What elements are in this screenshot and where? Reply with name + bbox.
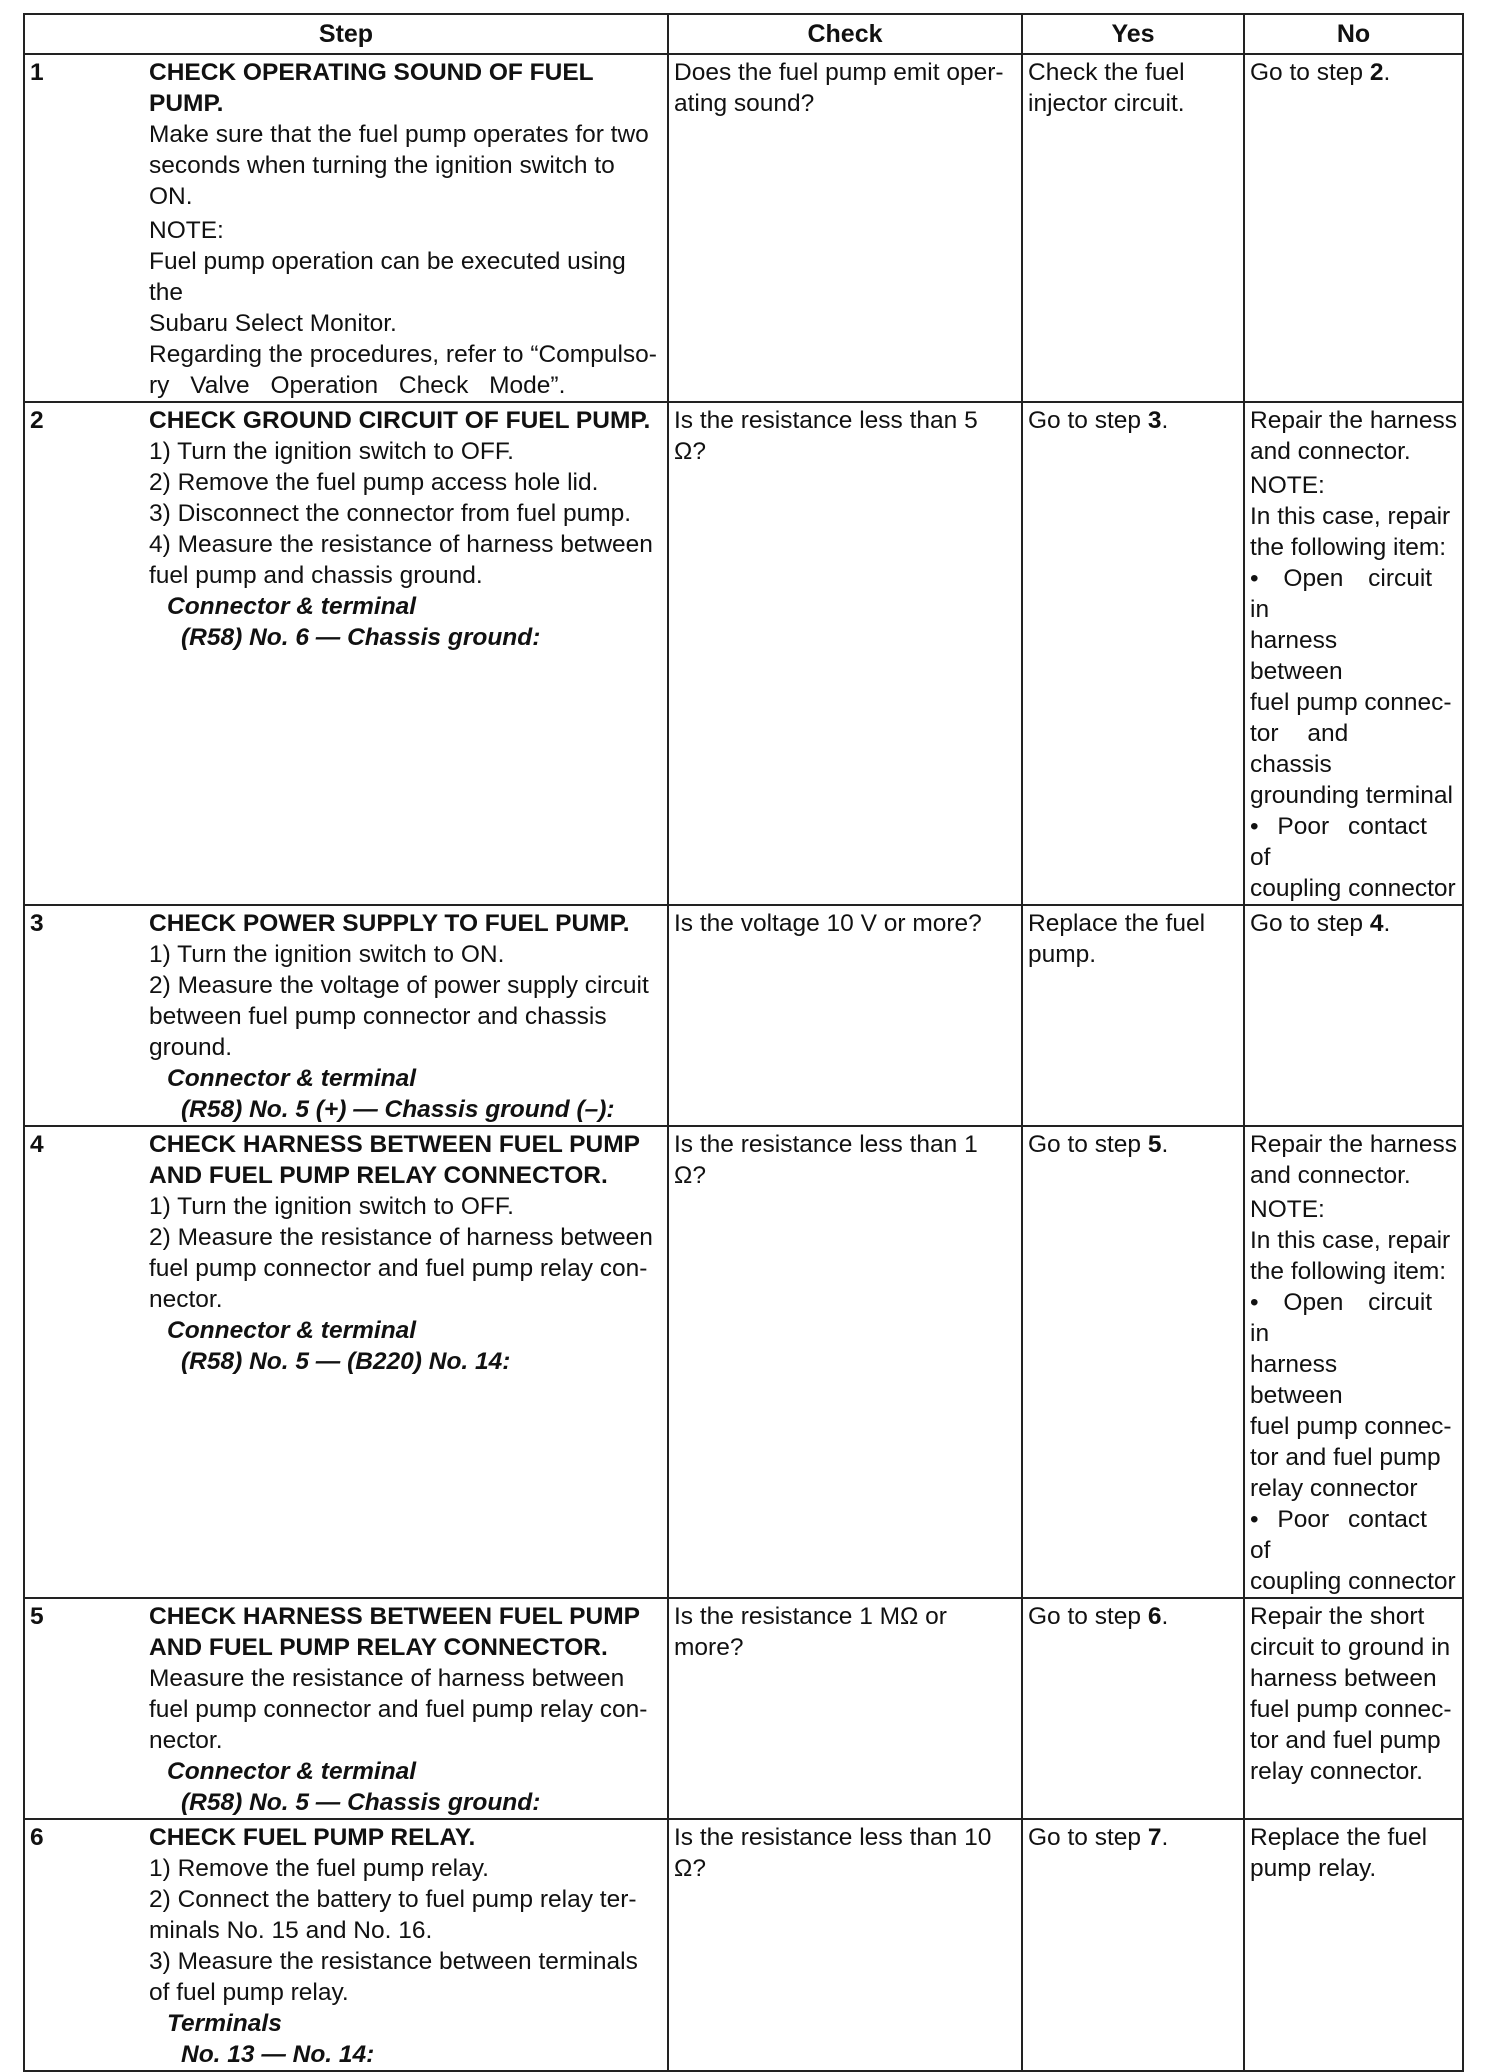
- no-cell: Replace the fuel pump relay.: [1244, 1819, 1463, 2071]
- procedure-line: seconds when turning the ignition switch to ON.: [149, 152, 615, 210]
- table-row: [24, 1598, 1463, 1819]
- procedure-line: of fuel pump relay.: [149, 1979, 349, 2006]
- procedure-line: nector.: [149, 1727, 223, 1754]
- connector-terminal: (R58) No. 5 — Chassis ground:: [181, 1789, 541, 1816]
- connector-label: Connector & terminal: [167, 593, 417, 620]
- check-cell: Is the resistance less than 10 Ω?: [668, 1819, 1022, 2071]
- procedure-line: 2) Measure the voltage of power supply circuit: [149, 972, 649, 999]
- yes-cell: Go to step 3.: [1022, 402, 1244, 905]
- step-number: 2: [24, 402, 144, 905]
- step-title: PUMP.: [149, 90, 224, 117]
- no-cell: Go to step 2.: [1244, 54, 1463, 402]
- procedure-line: minals No. 15 and No. 16.: [149, 1917, 433, 1944]
- procedure-line: 1) Turn the ignition switch to OFF.: [149, 438, 514, 465]
- step-number: 4: [24, 1126, 144, 1598]
- step-number: 5: [24, 1598, 144, 1819]
- step-number: 6: [24, 1819, 144, 2071]
- step-title: AND FUEL PUMP RELAY CONNECTOR.: [149, 1634, 608, 1661]
- step-number: 1: [24, 54, 144, 402]
- table-row: [24, 1819, 1463, 2071]
- procedure-line: Measure the resistance of harness between: [149, 1665, 625, 1692]
- header-step: Step: [24, 14, 668, 54]
- connector-terminal: (R58) No. 5 — (B220) No. 14:: [181, 1348, 511, 1375]
- connector-label: Connector & terminal: [167, 1758, 417, 1785]
- connector-terminal: No. 13 — No. 14:: [181, 2041, 375, 2068]
- check-cell: Is the voltage 10 V or more?: [668, 905, 1022, 1126]
- check-cell: Does the fuel pump emit oper- ating sound?: [668, 54, 1022, 402]
- yes-cell: Replace the fuel pump.: [1022, 905, 1244, 1126]
- procedure-line: 3) Measure the resistance between terminals: [149, 1948, 638, 1975]
- step-procedure: [144, 1819, 668, 2071]
- connector-label: Terminals: [167, 2010, 282, 2037]
- procedure-line: fuel pump connector and fuel pump relay con-: [149, 1255, 648, 1282]
- procedure-line: ground.: [149, 1034, 233, 1061]
- procedure-line: 2) Connect the battery to fuel pump relay ter-: [149, 1886, 637, 1913]
- connector-terminal: (R58) No. 6 — Chassis ground:: [181, 624, 541, 651]
- note-line: Regarding the procedures, refer to “Compulso-: [149, 341, 657, 368]
- yes-cell: Check the fuel injector circuit.: [1022, 54, 1244, 402]
- no-cell: Go to step 4.: [1244, 905, 1463, 1126]
- procedure-line: between fuel pump connector and chassis: [149, 1003, 607, 1030]
- procedure-line: 3) Disconnect the connector from fuel pump.: [149, 500, 632, 527]
- procedure-line: 4) Measure the resistance of harness between: [149, 531, 653, 558]
- no-cell: Repair the harness and connector. NOTE: In this case, repair the following item: • Open circuit in harness between fuel pump connec- tor and chassis grounding terminal • Poor contact of coupling connector: [1244, 402, 1463, 905]
- step-number: 3: [24, 905, 144, 1126]
- yes-cell: Go to step 7.: [1022, 1819, 1244, 2071]
- yes-cell: Go to step 5.: [1022, 1126, 1244, 1598]
- header-yes: Yes: [1022, 14, 1244, 54]
- check-cell: Is the resistance 1 MΩ or more?: [668, 1598, 1022, 1819]
- step-title: CHECK POWER SUPPLY TO FUEL PUMP.: [149, 910, 630, 937]
- table-row: [24, 402, 1463, 905]
- step-procedure: [144, 1126, 668, 1598]
- step-title: CHECK FUEL PUMP RELAY.: [149, 1824, 476, 1851]
- step-title: AND FUEL PUMP RELAY CONNECTOR.: [149, 1162, 608, 1189]
- no-cell: Repair the short circuit to ground in harness between fuel pump connec- tor and fuel pump relay connector.: [1244, 1598, 1463, 1819]
- note-line: ry Valve Operation Check Mode”.: [149, 372, 566, 399]
- header-check: Check: [668, 14, 1022, 54]
- procedure-line: fuel pump connector and fuel pump relay con-: [149, 1696, 648, 1723]
- procedure-line: 1) Remove the fuel pump relay.: [149, 1855, 489, 1882]
- header-no: No: [1244, 14, 1463, 54]
- connector-label: Connector & terminal: [167, 1317, 417, 1344]
- step-procedure: [144, 402, 668, 905]
- step-title: CHECK GROUND CIRCUIT OF FUEL PUMP.: [149, 407, 651, 434]
- connector-label: Connector & terminal: [167, 1065, 417, 1092]
- check-cell: Is the resistance less than 5 Ω?: [668, 402, 1022, 905]
- connector-terminal: (R58) No. 5 (+) — Chassis ground (–):: [181, 1096, 615, 1123]
- note-line: Fuel pump operation can be executed using the: [149, 248, 626, 306]
- procedure-line: Make sure that the fuel pump operates for two: [149, 121, 649, 148]
- header-row: [24, 14, 1463, 54]
- step-title: CHECK HARNESS BETWEEN FUEL PUMP: [149, 1131, 640, 1158]
- step-title: CHECK OPERATING SOUND OF FUEL: [149, 59, 594, 86]
- procedure-line: fuel pump and chassis ground.: [149, 562, 483, 589]
- step-procedure: [144, 905, 668, 1126]
- note-line: Subaru Select Monitor.: [149, 310, 397, 337]
- check-cell: Is the resistance less than 1 Ω?: [668, 1126, 1022, 1598]
- step-procedure: [144, 54, 668, 402]
- procedure-line: nector.: [149, 1286, 223, 1313]
- no-cell: Repair the harness and connector. NOTE: In this case, repair the following item: • Open circuit in harness between fuel pump connec- tor and fuel pump relay connector • Poor contact of coupling connector: [1244, 1126, 1463, 1598]
- procedure-line: 2) Measure the resistance of harness between: [149, 1224, 653, 1251]
- procedure-line: 2) Remove the fuel pump access hole lid.: [149, 469, 599, 496]
- table-row: [24, 54, 1463, 402]
- table-row: [24, 905, 1463, 1126]
- yes-cell: Go to step 6.: [1022, 1598, 1244, 1819]
- procedure-line: 1) Turn the ignition switch to OFF.: [149, 1193, 514, 1220]
- note-label: NOTE:: [149, 217, 224, 244]
- diagnostic-table: [23, 13, 1464, 2072]
- step-title: CHECK HARNESS BETWEEN FUEL PUMP: [149, 1603, 640, 1630]
- procedure-line: 1) Turn the ignition switch to ON.: [149, 941, 505, 968]
- step-procedure: [144, 1598, 668, 1819]
- table-row: [24, 1126, 1463, 1598]
